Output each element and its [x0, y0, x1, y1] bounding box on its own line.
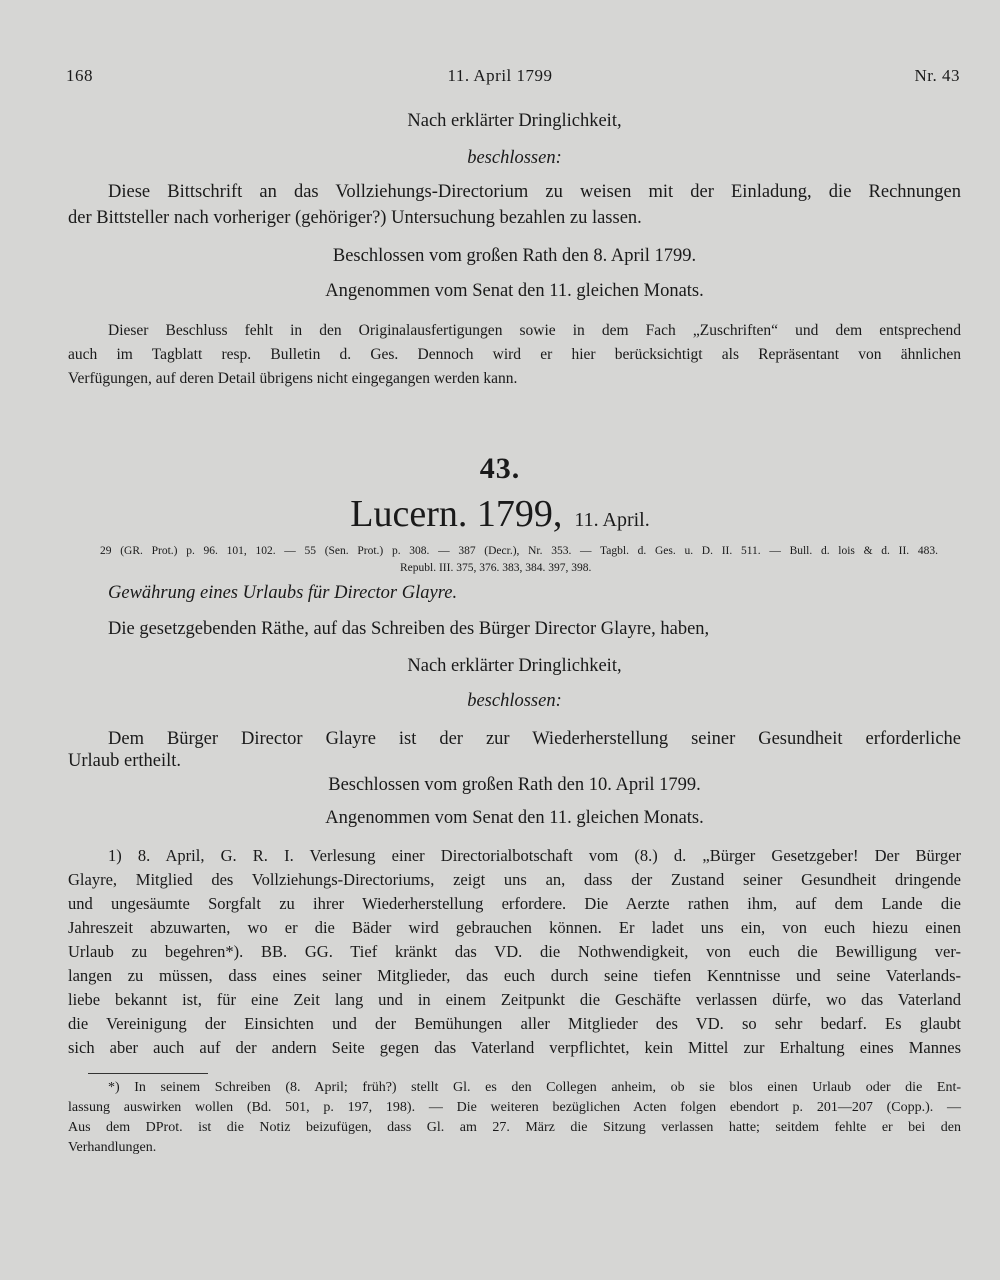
commentary-line-7: liebe bekannt ist, für eine Zeit lang und in einem Zeitpunkt die Geschäfte verlassen dürfe, wo das Vaterland [68, 990, 961, 1009]
editor-note-line-1: Dieser Beschluss fehlt in den Originalausfertigungen sowie in dem Fach „Zuschriften“ und dem entsprechend [108, 322, 961, 339]
entry-accepted: Angenommen vom Senat den 11. gleichen Monats. [325, 808, 704, 828]
entry-number-header: Nr. 43 [914, 66, 960, 85]
commentary-line-5: Urlaub zu begehren*). BB. GG. Tief kränkt das VD. die Nothwendigkeit, von euch die Bewilligung ver- [68, 942, 961, 961]
top-resolved: beschlossen: [467, 148, 562, 168]
top-accepted: Angenommen vom Senat den 11. gleichen Monats. [325, 281, 704, 301]
references-line-1: 29 (GR. Prot.) p. 96. 101, 102. — 55 (Sen. Prot.) p. 308. — 387 (Decr.), Nr. 353. — Tagbl. d. Ges. u. D. II. 511. — Bull. d. lois & d. II. 483. [100, 545, 938, 557]
footnote-line-1: *) In seinem Schreiben (8. April; früh?) stellt Gl. es den Collegen anheim, ob sie blos einen Urlaub oder die Ent- [108, 1080, 961, 1095]
entry-intro: Die gesetzgebenden Räthe, auf das Schreiben des Bürger Director Glayre, haben, [108, 619, 710, 639]
footnote-line-3: Aus dem DProt. ist die Notiz beizufügen, dass Gl. am 27. März die Sitzung verlassen hatte; seitdem fehlte er bei den [68, 1120, 961, 1135]
entry-number: 43. [479, 452, 521, 485]
commentary-line-2: Glayre, Mitglied des Vollziehungs-Directoriums, zeigt uns an, dass der Zustand seiner Gesundheit dringende [68, 870, 961, 889]
entry-subject: Gewährung eines Urlaubs für Director Glayre. [108, 583, 458, 603]
entry-day: 11. April. [574, 509, 650, 531]
footnote-line-2: lassung auswirken wollen (Bd. 501, p. 197, 198). — Die weiteren bezüglichen Acten folgen ebendort p. 201—207 (Copp.). — [68, 1100, 961, 1115]
commentary-line-9: sich aber auch auf der andern Seite gegen das Vaterland verpflichtet, kein Mittel zur Erhaltung eines Mannes [68, 1038, 961, 1057]
editor-note-line-3: Verfügungen, auf deren Detail übrigens nicht eingegangen werden kann. [68, 370, 518, 387]
footnote-line-4: Verhandlungen. [68, 1140, 157, 1155]
top-body-line-1: Diese Bittschrift an das Vollziehungs-Directorium zu weisen mit der Einladung, die Rechnungen [108, 182, 961, 202]
running-date: 11. April 1799 [447, 66, 553, 85]
commentary-line-1: 1) 8. April, G. R. I. Verlesung einer Directorialbotschaft vom (8.) d. „Bürger Gesetzgeber! Der Bürger [108, 846, 961, 865]
page-number: 168 [66, 66, 93, 85]
commentary-line-3: und ungesäumte Sorgfalt zu ihrer Wiederherstellung erfordere. Die Aerzte rathen ihm, auf dem Lande die [68, 894, 961, 913]
entry-place-year: Lucern. 1799, [350, 493, 563, 535]
entry-decided: Beschlossen vom großen Rath den 10. April 1799. [328, 775, 701, 795]
entry-urgency: Nach erklärter Dringlichkeit, [407, 656, 622, 676]
commentary-line-6: langen zu müssen, dass eines seiner Mitglieder, das euch durch seine tiefen Kenntnisse und seine Vaterlands- [68, 966, 961, 985]
top-body-line-2: der Bittsteller nach vorheriger (gehöriger?) Untersuchung bezahlen zu lassen. [68, 208, 642, 228]
footnote-divider [88, 1073, 208, 1074]
entry-body-line-2: Urlaub ertheilt. [68, 751, 182, 771]
top-urgency: Nach erklärter Dringlichkeit, [407, 111, 622, 131]
commentary-line-8: die Vereinigung der Einsichten und der Bemühungen aller Mitglieder des VD. so sehr bedarf. Es glaubt [68, 1014, 961, 1033]
commentary-line-4: Jahreszeit abzuwarten, wo er die Bäder wird gebrauchen können. Er ladet uns ein, von euch hiezu einen [68, 918, 961, 937]
editor-note-line-2: auch im Tagblatt resp. Bulletin d. Ges. Dennoch wird er hier berücksichtigt als Repräsentant von ähnlichen [68, 346, 961, 363]
top-decided: Beschlossen vom großen Rath den 8. April 1799. [332, 246, 697, 266]
entry-title [0, 492, 1000, 536]
entry-resolved: beschlossen: [467, 691, 562, 711]
entry-body-line-1: Dem Bürger Director Glayre ist der zur Wiederherstellung seiner Gesundheit erforderliche [108, 729, 961, 749]
references-line-2: Republ. III. 375, 376. 383, 384. 397, 398. [400, 562, 592, 574]
